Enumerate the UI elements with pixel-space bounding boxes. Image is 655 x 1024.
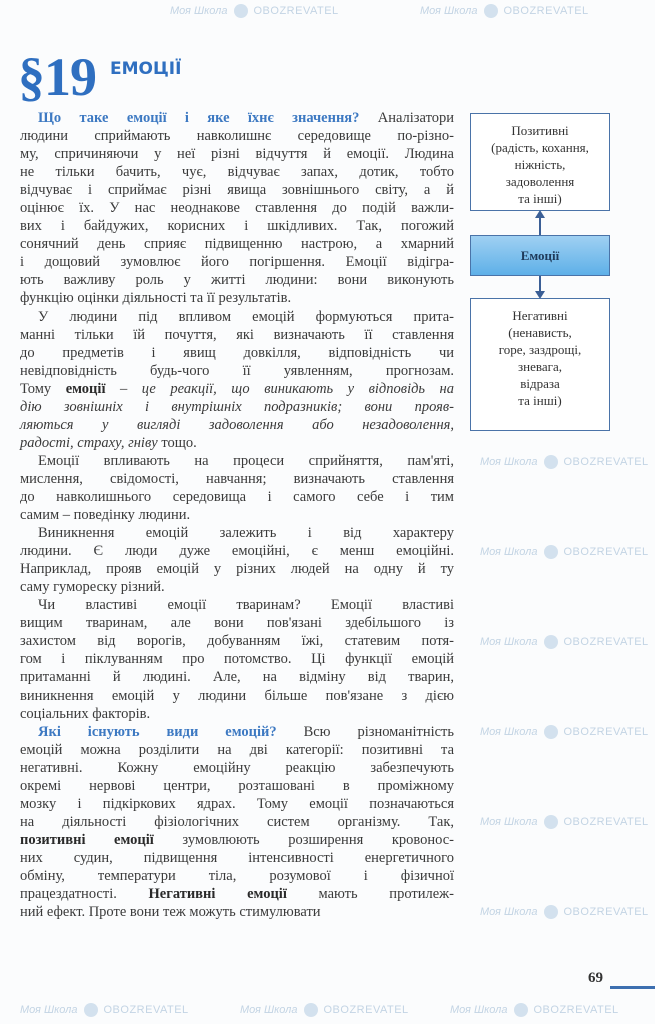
text-line — [20, 903, 454, 921]
watermark-school: Моя Школа — [480, 545, 538, 558]
watermark — [480, 905, 649, 919]
watermark-school: Моя Школа — [170, 4, 228, 17]
text-line — [20, 163, 454, 181]
watermark-logo-icon — [544, 905, 558, 919]
text-segment: не тільки бачить, чує, відчуває запах, дотик, тобто — [20, 164, 454, 181]
text-segment: захистом від ворогів, добуванням їжі, статевим потя- — [20, 633, 454, 650]
watermark-school: Моя Школа — [450, 1003, 508, 1016]
watermark-brand: OBOZREVATEL — [103, 1003, 189, 1016]
diagram-box-line: ніжність, — [514, 157, 566, 172]
watermark-school: Моя Школа — [480, 455, 538, 468]
text-line — [20, 687, 454, 705]
page-number: 69 — [588, 970, 603, 986]
text-line — [20, 867, 454, 885]
text-line — [20, 326, 454, 344]
text-segment: – — [105, 380, 142, 397]
text-segment: Виникнення емоцій залежить і від характеру — [38, 525, 454, 542]
watermark-logo-icon — [484, 4, 498, 18]
text-segment: притаманні й людині. Але, на відміну від тварин, — [20, 669, 454, 686]
watermark-logo-icon — [514, 1003, 528, 1017]
text-segment: невідповідність будь-чого її уявленням, прогнозам. — [20, 362, 454, 379]
watermark-logo-icon — [544, 815, 558, 829]
watermark-school: Моя Школа — [480, 815, 538, 828]
watermark-brand: OBOZREVATEL — [563, 725, 649, 738]
text-segment: У людини під впливом емоцій формуються прита- — [38, 308, 454, 325]
text-segment: мають протилеж- — [286, 886, 454, 903]
text-segment: Емоції впливають на процеси сприйняття, пам'яті, — [38, 452, 454, 469]
text-line — [20, 127, 454, 145]
watermark-brand: OBOZREVATEL — [323, 1003, 409, 1016]
text-segment: гом і піклуванням про потомство. Ці функції емоцій — [20, 651, 454, 668]
text-segment: сонячний день сприяє підвищенню настрою, а хмарний — [20, 236, 454, 253]
text-segment: відчуває і сприймає різні явища зовнішнього світу, а й — [20, 182, 454, 199]
arrow-down-icon — [539, 276, 541, 295]
watermark-logo-icon — [544, 635, 558, 649]
text-line — [20, 650, 454, 668]
paragraph-number: §19 — [18, 47, 96, 107]
watermark-brand: OBOZREVATEL — [253, 4, 339, 17]
text-segment: людини. Є люди дуже емоційні, є менш емоційні. — [20, 543, 454, 560]
page-title: ЕМОЦІЇ — [110, 59, 182, 79]
watermark — [420, 4, 589, 18]
text-line — [20, 181, 454, 199]
text-line — [20, 632, 454, 650]
text-line — [20, 235, 454, 253]
text-line — [20, 109, 454, 127]
diagram-box-line: відраза — [520, 376, 560, 391]
diagram-box-line: задоволення — [505, 174, 575, 189]
text-segment: Тому — [20, 380, 66, 397]
text-line — [20, 668, 454, 686]
text-line — [20, 217, 454, 235]
text-line — [20, 578, 454, 596]
watermark — [170, 4, 339, 18]
diagram-box-line: горе, заздрощі, — [498, 342, 582, 357]
text-line — [20, 398, 454, 416]
watermark — [20, 1003, 189, 1017]
watermark-school: Моя Школа — [240, 1003, 298, 1016]
text-segment: окремі нервові центри, розташовані в проміжному — [20, 777, 454, 794]
page-number-rule — [610, 986, 655, 989]
watermark-logo-icon — [544, 455, 558, 469]
watermark-logo-icon — [84, 1003, 98, 1017]
watermark — [480, 455, 649, 469]
watermark-school: Моя Школа — [420, 4, 478, 17]
section-question: Які існують види емоцій? — [38, 723, 277, 740]
watermark-brand: OBOZREVATEL — [563, 905, 649, 918]
diagram-box-positive — [470, 113, 610, 211]
text-line — [20, 253, 454, 271]
text-line — [20, 434, 454, 452]
diagram-center-label: Емоції — [520, 248, 560, 263]
diagram-box-line: Позитивні — [511, 123, 569, 138]
text-segment: зумовлюють розширення кровонос- — [153, 831, 454, 848]
bold-term: емоції — [65, 380, 106, 397]
watermark-brand: OBOZREVATEL — [563, 545, 649, 558]
text-line — [20, 145, 454, 163]
bold-term: позитивні емоції — [20, 831, 154, 848]
watermark-school: Моя Школа — [480, 905, 538, 918]
watermark-logo-icon — [234, 4, 248, 18]
text-line — [20, 831, 454, 849]
text-segment: оцінює їх. У нас неоднакове ставлення до подій важли- — [20, 200, 454, 217]
text-segment: негативні. Кожну емоційну реакцію забезпечують — [20, 759, 454, 776]
diagram-box-line: (радість, кохання, — [491, 140, 589, 155]
text-segment: Аналізатори — [359, 110, 454, 126]
diagram-box-line: (ненависть, — [508, 325, 572, 340]
text-line — [20, 416, 454, 434]
section-question: Що таке емоції і яке їхнє значення? — [38, 110, 360, 126]
watermark-brand: OBOZREVATEL — [533, 1003, 619, 1016]
text-segment: до предметів і явищ довкілля, відповідність чи — [20, 344, 454, 361]
text-line — [20, 199, 454, 217]
text-line — [20, 344, 454, 362]
text-line — [20, 289, 454, 307]
text-line — [20, 705, 454, 723]
italic-definition: радості, страху, гніву — [20, 434, 158, 451]
diagram-box-emotions — [470, 235, 610, 276]
text-line — [20, 759, 454, 777]
diagram-box-negative — [470, 298, 610, 431]
bold-term: Негативні емоції — [148, 886, 287, 903]
text-segment: до навколишнього середовища і самого себе і тим — [20, 488, 454, 505]
text-line — [20, 362, 454, 380]
italic-definition: це реакції, що виникають у відповідь на — [141, 380, 454, 397]
text-segment: му, спричиняючи у неї різні відчуття й емоції. Людина — [20, 146, 454, 163]
italic-definition: ляються у вигляді задоволення або незадоволення, — [20, 416, 454, 433]
text-segment: Чи властиві емоції тваринам? Емоції властиві — [38, 597, 454, 614]
text-segment: ний ефект. Проте вони теж можуть стимулювати — [20, 904, 321, 921]
watermark — [480, 725, 649, 739]
text-line — [20, 885, 454, 903]
text-segment: і дощовий зумовлює його погіршення. Емоції відігра- — [20, 254, 454, 271]
watermark-brand: OBOZREVATEL — [503, 4, 589, 17]
watermark-brand: OBOZREVATEL — [563, 635, 649, 648]
text-line — [20, 849, 454, 867]
text-segment: соціальних факторів. — [20, 705, 151, 722]
watermark-school: Моя Школа — [480, 635, 538, 648]
text-line — [20, 271, 454, 289]
watermark-school: Моя Школа — [480, 725, 538, 738]
text-line — [20, 614, 454, 632]
watermark-logo-icon — [544, 545, 558, 559]
text-line — [20, 741, 454, 759]
diagram-box-line: Негативні — [512, 308, 568, 323]
text-segment: емоцій можна розділити на дві категорії: позитивні та — [20, 741, 454, 758]
text-segment: вищим тваринам, але вони пов'язані здебільшого із — [20, 615, 454, 632]
diagram-box-line: зневага, — [518, 359, 562, 374]
text-segment: самим – поведінку людини. — [20, 507, 191, 524]
body-text — [20, 109, 454, 921]
text-line — [20, 524, 454, 542]
text-line — [20, 777, 454, 795]
text-line — [20, 723, 454, 741]
text-segment: ють важливу роль у житті людини: вони виконують — [20, 272, 454, 289]
text-segment: працездатності. — [20, 886, 149, 903]
diagram-box-line: та інші) — [518, 393, 562, 408]
text-segment: функцію оцінки діяльності та її результатів. — [20, 290, 292, 307]
text-line — [20, 795, 454, 813]
diagram-box-line: та інші) — [518, 191, 562, 206]
watermark-logo-icon — [304, 1003, 318, 1017]
text-line — [20, 470, 454, 488]
text-line — [20, 380, 454, 398]
text-line — [20, 560, 454, 578]
watermark — [480, 635, 649, 649]
watermark-brand: OBOZREVATEL — [563, 455, 649, 468]
text-segment: виникнення емоцій у людини більше пов'язане з дією — [20, 687, 454, 704]
watermark — [480, 545, 649, 559]
text-line — [20, 488, 454, 506]
text-line — [20, 542, 454, 560]
arrow-up-icon — [539, 214, 541, 235]
text-segment: мозку і підкіркових ядрах. Тому емоції позначаються — [20, 795, 454, 812]
watermark-brand: OBOZREVATEL — [563, 815, 649, 828]
text-line — [20, 813, 454, 831]
text-segment: обміну, температури тіла, розумової і фізичної — [20, 867, 454, 884]
watermark-school: Моя Школа — [20, 1003, 78, 1016]
text-segment: вих і байдужих, корисних і шкідливих. Так, погожий — [20, 218, 454, 235]
watermark — [450, 1003, 619, 1017]
text-segment: тощо. — [157, 434, 197, 451]
watermark — [480, 815, 649, 829]
text-line — [20, 452, 454, 470]
text-segment: на діяльності фізіологічних систем організму. Так, — [20, 813, 454, 830]
text-segment: людини сприймають навколишнє середовище по-різно- — [20, 128, 454, 145]
text-segment: саму гумореску різний. — [20, 579, 165, 596]
text-line — [20, 596, 454, 614]
text-segment: Всю різноманітність — [276, 723, 454, 740]
text-line — [20, 308, 454, 326]
italic-definition: дію зовнішніх і внутрішніх подразників; вони прояв- — [20, 398, 454, 415]
text-segment: манні тільки їй почуття, які визначають її ставлення — [20, 326, 454, 343]
text-line — [20, 506, 454, 524]
watermark-logo-icon — [544, 725, 558, 739]
watermark — [240, 1003, 409, 1017]
text-segment: мислення, свідомості, навчання; визначають ставлення — [20, 470, 454, 487]
text-segment: Наприклад, прояв емоцій у різних людей на одну й ту — [20, 561, 454, 578]
text-segment: них судин, підвищення інтенсивності енергетичного — [20, 849, 454, 866]
